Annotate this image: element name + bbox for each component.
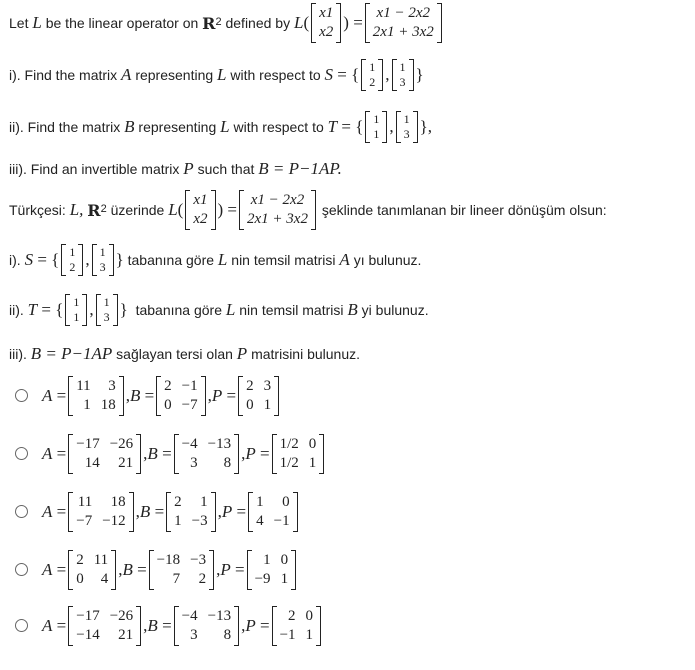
basis-vector: 1 2 (61, 244, 83, 276)
matrix-entry: −1 (273, 513, 290, 529)
bracket-right (316, 606, 321, 646)
matrix-entry: 2 (198, 571, 207, 587)
var-R: R (202, 13, 216, 33)
option-3[interactable] (42, 492, 300, 532)
symbol: B (147, 616, 158, 635)
symbol: , (241, 444, 246, 463)
matrix-entry: −3 (190, 552, 207, 568)
matrix-entry: 18 (100, 397, 116, 413)
symbol: = (150, 502, 165, 521)
bracket-right (201, 376, 206, 416)
text: sağlayan tersi olan (116, 346, 233, 362)
en-part-ii: ii). Find the matrix B representing L with respect to T = { 1 1 , 1 3 }, (9, 112, 433, 141)
bracket-right (319, 434, 324, 474)
matrix-grid (73, 606, 136, 646)
bracket-right (291, 550, 296, 590)
text: representing (135, 67, 214, 83)
symbol: , (217, 502, 222, 521)
bracket-right (211, 492, 216, 532)
bracket-right (293, 492, 298, 532)
matrix-grid (73, 434, 136, 474)
matrix-P (248, 492, 297, 532)
symbol: = (52, 386, 67, 405)
matrix-entry: 18 (110, 494, 126, 510)
var-S: S (24, 250, 34, 269)
text: with respect to (230, 67, 321, 83)
text: şeklinde tanımlanan bir lineer dönüşüm olsun: (321, 202, 607, 218)
matrix-P (272, 434, 325, 474)
matrix-entry: 11 (93, 552, 109, 568)
symbol: P (245, 616, 256, 635)
matrix-entry: 1 (263, 397, 272, 413)
matrix-entry: 14 (84, 455, 100, 471)
bracket-right (209, 550, 214, 590)
option-radio-5[interactable] (15, 619, 28, 632)
basis-vector: 1 3 (396, 111, 418, 143)
matrix-P (238, 376, 279, 416)
symbol: B (139, 502, 151, 521)
option-radio-1[interactable] (15, 389, 28, 402)
matrix-A (68, 606, 141, 646)
matrix-entry: 0 (280, 552, 289, 568)
matrix-entry: 0 (308, 436, 317, 452)
matrix-entry: 0 (76, 571, 84, 587)
matrix-entry: −12 (102, 513, 126, 529)
symbol: = (140, 386, 155, 405)
matrix-entry: −14 (76, 627, 100, 643)
basis-vector: 1 2 (361, 59, 383, 91)
symbol: = (222, 386, 237, 405)
text: nin temsil matrisi (239, 302, 344, 318)
matrix-P (247, 550, 296, 590)
matrix-entry: 1 (200, 494, 208, 510)
tr-part-ii: ii). T = { 1 1 , 1 3 } tabanına göre L nin temsil matrisi B yi bulunuz. (9, 295, 429, 324)
symbol: = (157, 616, 172, 635)
var-S: S (324, 65, 334, 84)
text: iii). (9, 346, 27, 362)
option-radio-2[interactable] (15, 447, 28, 460)
text: nin temsil matrisi (231, 252, 336, 268)
symbol: A (42, 560, 53, 579)
matrix-grid (277, 606, 316, 646)
matrix-entry: 0 (305, 608, 314, 624)
matrix-entry: 2 (164, 378, 172, 394)
bracket-right (119, 376, 124, 416)
matrix-entry: −4 (181, 436, 198, 452)
matrix-entry: −13 (207, 436, 232, 452)
matrix-grid (73, 376, 118, 416)
var-L: L (293, 13, 304, 32)
input-vector: x1 x2 (185, 190, 215, 230)
matrix-A (68, 550, 116, 590)
exp: 2 (215, 16, 222, 28)
symbol: A (42, 386, 53, 405)
matrix-entry: −1 (181, 378, 198, 394)
bracket-right (136, 606, 141, 646)
text: with respect to (233, 119, 324, 135)
matrix-P (272, 606, 321, 646)
bracket-right (274, 376, 279, 416)
matrix-entry: −18 (156, 552, 181, 568)
text: yı bulunuz. (353, 252, 422, 268)
matrix-grid (179, 606, 234, 646)
text: Türkçesi: (9, 202, 66, 218)
en-part-iii: iii). Find an invertible matrix P such that B = P−1AP. (9, 159, 342, 178)
option-2[interactable] (42, 434, 326, 474)
symbol: A (42, 616, 53, 635)
option-radio-3[interactable] (15, 505, 28, 518)
option-radio-4[interactable] (15, 563, 28, 576)
symbol: , (118, 560, 123, 579)
var-L: L (217, 65, 227, 84)
basis-vector: 1 1 (65, 294, 87, 326)
matrix-grid (161, 376, 200, 416)
text: defined by (225, 15, 291, 31)
symbol: B (122, 560, 133, 579)
matrix-entry: 2 (76, 552, 84, 568)
matrix-entry: −26 (109, 436, 134, 452)
symbol: = (157, 444, 172, 463)
equation: B = P−1AP. (258, 159, 342, 178)
var-T: T (327, 117, 338, 136)
matrix-B (174, 434, 239, 474)
matrix-B (149, 550, 214, 590)
bracket-right (129, 492, 134, 532)
symbol: , (135, 502, 140, 521)
matrix-entry: −13 (207, 608, 232, 624)
matrix-entry: 21 (118, 455, 134, 471)
symbol: , (216, 560, 221, 579)
text: tabanına göre (135, 302, 222, 318)
matrix-entry: 2 (288, 608, 296, 624)
matrix-entry: −17 (76, 608, 100, 624)
matrix-entry: −17 (76, 436, 100, 452)
symbol: P (220, 560, 231, 579)
basis-vector: 1 3 (96, 294, 118, 326)
matrix-entry: 0 (282, 494, 290, 510)
option-1[interactable] (42, 376, 281, 416)
symbol: = (230, 560, 245, 579)
matrix-grid (277, 434, 320, 474)
text: be the linear operator on (45, 15, 199, 31)
symbol: P (221, 502, 233, 521)
matrix-entry: 1 (305, 627, 314, 643)
matrix-A (68, 376, 123, 416)
matrix-entry: −9 (254, 571, 271, 587)
tr-part-i: i). S = { 1 2 , 1 3 } tabanına göre L nin temsil matrisi A yı bulunuz. (9, 245, 422, 274)
text: Let (9, 15, 29, 31)
symbol: B (147, 444, 158, 463)
text: yi bulunuz. (361, 302, 429, 318)
var-L: L (32, 13, 42, 32)
matrix-entry: 1 (308, 455, 317, 471)
matrix-entry: 8 (223, 455, 232, 471)
var-L: L (220, 117, 230, 136)
matrix-entry: 0 (246, 397, 254, 413)
symbol: = (232, 502, 247, 521)
text: representing (138, 119, 217, 135)
matrix-entry: 1 (256, 494, 264, 510)
basis-vector: 1 3 (392, 59, 414, 91)
symbol: P (211, 386, 223, 405)
matrix-entry: −26 (109, 608, 134, 624)
matrix-entry: 7 (172, 571, 181, 587)
output-vector: x1 − 2x2 2x1 + 3x2 (365, 3, 442, 43)
matrix-grid (179, 434, 234, 474)
matrix-entry: 4 (256, 513, 264, 529)
matrix-entry: 2 (174, 494, 182, 510)
matrix-entry: −7 (181, 397, 198, 413)
symbol: = (255, 444, 270, 463)
text: iii). Find an invertible matrix (9, 161, 180, 177)
matrix-entry: −1 (279, 627, 296, 643)
var-L: L, (69, 200, 84, 219)
option-4[interactable] (42, 550, 298, 590)
option-5[interactable] (42, 606, 323, 646)
symbol: , (241, 616, 246, 635)
symbol: B (129, 386, 141, 405)
text: i). (9, 252, 21, 268)
text: üzerinde (110, 202, 165, 218)
en-part-i: i). Find the matrix A representing L with respect to S = { 1 2 , 1 3 } (9, 60, 424, 89)
symbol: = (52, 502, 67, 521)
matrix-entry: 1 (83, 397, 91, 413)
text: ii). Find the matrix (9, 119, 121, 135)
var-L: L (168, 200, 178, 219)
text: tabanına göre (127, 252, 215, 268)
matrix-A (68, 492, 133, 532)
var-L: L (225, 300, 236, 319)
matrix-entry: 1 (263, 552, 271, 568)
exp: 2 (100, 203, 107, 215)
matrix-entry: 3 (190, 627, 198, 643)
matrix-grid (253, 492, 292, 532)
symbol: A (42, 444, 53, 463)
tr-part-iii: iii). B = P−1AP sağlayan tersi olan P matrisini bulunuz. (9, 344, 361, 363)
var-L: L (217, 250, 228, 269)
input-vector: x1 x2 (311, 3, 341, 43)
symbol: = (52, 616, 67, 635)
matrix-entry: −3 (191, 513, 208, 529)
matrix-entry: 0 (164, 397, 172, 413)
bracket-right (234, 606, 239, 646)
matrix-entry: 3 (263, 378, 272, 394)
var-T: T (27, 300, 38, 319)
matrix-entry: 1 (174, 513, 182, 529)
symbol: A (42, 502, 53, 521)
matrix-entry: 1/2 (279, 455, 299, 471)
symbol: , (125, 386, 130, 405)
symbol: , (207, 386, 212, 405)
matrix-entry: −7 (76, 513, 93, 529)
matrix-entry: 3 (108, 378, 116, 394)
symbol: = (132, 560, 147, 579)
bracket-right (136, 434, 141, 474)
matrix-grid (154, 550, 209, 590)
symbol: P (245, 444, 256, 463)
bracket-right (111, 550, 116, 590)
var-R: R (87, 200, 101, 220)
symbol: , (143, 444, 148, 463)
matrix-entry: 11 (77, 494, 93, 510)
matrix-grid (73, 492, 128, 532)
symbol: = (255, 616, 270, 635)
matrix-B (166, 492, 215, 532)
text: matrisini bulunuz. (251, 346, 361, 362)
matrix-B (174, 606, 239, 646)
bracket-right (234, 434, 239, 474)
matrix-grid (243, 376, 274, 416)
output-vector: x1 − 2x2 2x1 + 3x2 (239, 190, 316, 230)
en-intro-line: Let L be the linear operator on R 2 defined by L ( x1 x2 ) = x1 − 2x2 2x1 + 3x2 (9, 3, 444, 43)
matrix-entry: −4 (181, 608, 198, 624)
matrix-entry: 4 (100, 571, 109, 587)
matrix-grid (171, 492, 210, 532)
matrix-entry: 1 (280, 571, 289, 587)
basis-vector: 1 3 (92, 244, 114, 276)
matrix-grid (73, 550, 111, 590)
text: ii). (9, 302, 24, 318)
matrix-grid (252, 550, 291, 590)
text: i). Find the matrix (9, 67, 118, 83)
matrix-A (68, 434, 141, 474)
matrix-entry: 21 (118, 627, 134, 643)
equation: B = P−1AP (30, 344, 113, 363)
matrix-entry: 1/2 (279, 436, 299, 452)
symbol: = (52, 560, 67, 579)
symbol: = (52, 444, 67, 463)
symbol: , (143, 616, 148, 635)
text: such that (197, 161, 255, 177)
matrix-B (156, 376, 205, 416)
basis-vector: 1 1 (365, 111, 387, 143)
matrix-entry: 11 (76, 378, 91, 394)
tr-intro-line: Türkçesi: L, R 2 üzerinde L ( x1 x2 ) = x1 − 2x2 2x1 + 3x2 şeklinde tanımlanan bir lineer dönüşüm olsun: (9, 190, 607, 230)
matrix-entry: 2 (246, 378, 254, 394)
matrix-entry: 8 (223, 627, 232, 643)
matrix-entry: 3 (190, 455, 198, 471)
